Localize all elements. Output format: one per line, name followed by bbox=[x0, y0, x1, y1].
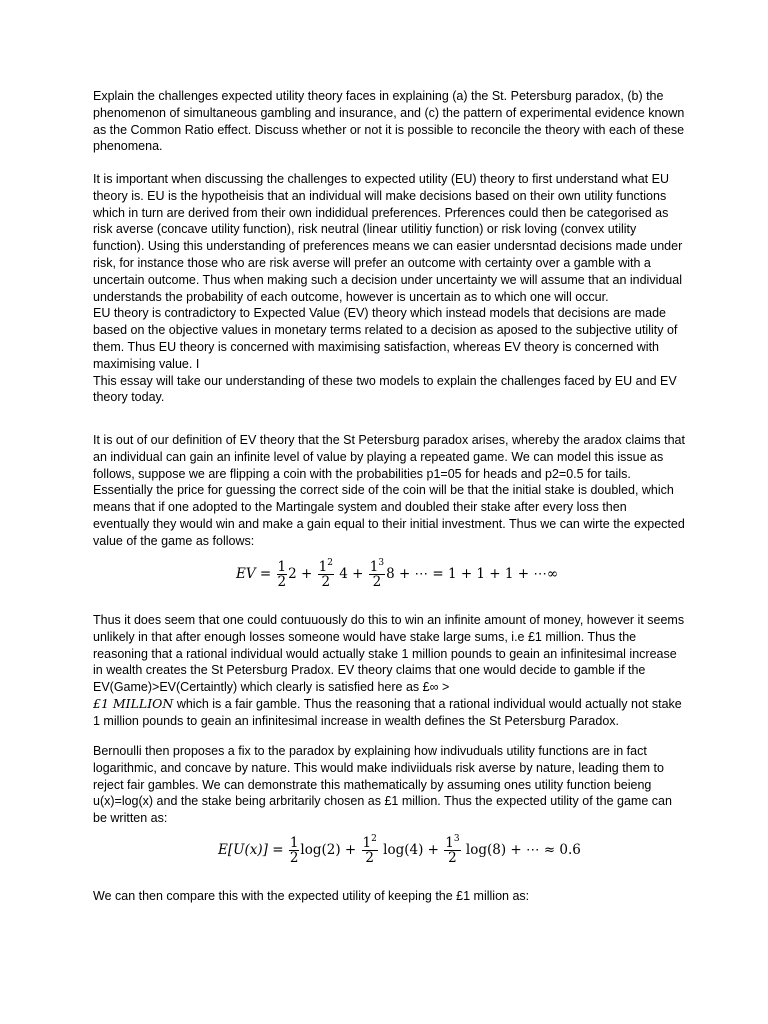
eq1-lhs: EV bbox=[236, 566, 256, 582]
eq1-term-1: 2 + bbox=[288, 566, 313, 582]
comparison-section bbox=[93, 888, 685, 905]
paragraph-eu-definition: It is important when discussing the challenges to expected utility (EU) theory to first understand what EU theory is. EU is the hypotheisis that an individual will make decisions based on their own utility functions which in turn are derived from their own indididual preferences. Prferences could then be categorised as risk averse (concave utility function), risk neutral (linear utilitiy function) or risk loving (convex utility function). Using this understanding of preferences means we can easier undersntad decisions made under risk, for instance those who are risk averse will prefer an outcome with certainty over a gamble with a uncertain outcome. Thus when making such a decision under uncertainty we will assume that an individual understands the probability of each outcome, however is uncertain as to which one will occur. bbox=[93, 172, 683, 304]
eq1-frac-2: $\frac{1^2}{2}$ bbox=[318, 558, 333, 590]
infinite-value-section bbox=[93, 612, 685, 730]
eq2-term-3: log(8) + ⋯ ≈ 0.6 bbox=[465, 842, 581, 858]
eq2-term-2: log(4) + bbox=[383, 842, 439, 858]
question-text: Explain the challenges expected utility theory faces in explaining (a) the St. Petersburg paradox, (b) the phenomenon of simultaneous gambling and insurance, and (c) the pattern of experimental evidence known as the Common Ratio effect. Discuss whether or not it is possible to reconcile the theory with each of these phenomena. bbox=[93, 89, 685, 154]
st-petersburg-section bbox=[93, 432, 685, 550]
eq2-frac-3: $\frac{1^3}{2}$ bbox=[445, 834, 460, 866]
eq1-term-2: 4 + bbox=[339, 566, 364, 582]
eq1-term-3: 8 + ⋯ = 1 + 1 + 1 + ⋯∞ bbox=[386, 566, 559, 582]
paragraph-infinite-2 bbox=[93, 696, 685, 730]
paragraph-st-petersburg: It is out of our definition of EV theory that the St Petersburg paradox arises, whereby the aradox claims that an individual can gain an infinite level of value by playing a repeated game. We can model this issue as follows, suppose we are flipping a coin with the probabilities p1=05 for heads and p2=0.5 for tails. Essentially the price for guessing the correct side of the coin will be that the initial stake is doubled, which means that if one adopted to the Martingale system and doubled their stake after every loss then eventually they would win and make a gain equal to their initial investment. Thus we can wirte the expected value of the game as follows: bbox=[93, 433, 685, 548]
eq2-lhs: E[U(x)] = bbox=[218, 842, 284, 858]
paragraph-essay-aim: This essay will take our understanding of these two models to explain the challenges faced by EU and EV theory today. bbox=[93, 373, 677, 405]
paragraph-bernoulli: Bernoulli then proposes a fix to the paradox by explaining how indivuduals utility functions are in fact logarithmic, and concave by nature. This would make indiviiduals risk averse by nature, leading them to reject fair gambles. We can demonstrate this mathematically by assuming ones utility function beieng u(x)=log(x) and the stake being arbritarily chosen as £1 million. Thus the expected utility of the game can be written as: bbox=[93, 744, 672, 826]
eq1-frac-1: $\frac{1}{2}$ bbox=[277, 559, 287, 590]
eq2-frac-1: $\frac{1}{2}$ bbox=[289, 835, 299, 866]
equation-expected-utility bbox=[218, 836, 581, 865]
paragraph-infinite-2-text: which is a fair gamble. Thus the reasoning that a rational individual would actually not stake 1 million pounds to geain an infinitesimal increase in wealth defines the St Petersburg Paradox. bbox=[93, 696, 682, 728]
intro-section bbox=[93, 171, 685, 406]
eq1-frac-3: $\frac{1^3}{2}$ bbox=[369, 558, 385, 590]
paragraph-ev-contrast: EU theory is contradictory to Expected Value (EV) theory which instead models that decisions are made based on the objective values in monetary terms related to a decision as aposed to the subjective utility of them. Thus EU theory is concerned with maximising satisfaction, whereas EV theory is concerned with maximising value. I bbox=[93, 306, 678, 371]
eq2-term-1: log(2) + bbox=[300, 842, 357, 858]
paragraph-infinite-1: Thus it does seem that one could contuuously do this to win an infinite amount of money, however it seems unlikely in that after enough losses someone would have stake large sums, i.e £1 million. Thus the reasoning that a rational individual would actually stake 1 million pounds to geain an infinitesimal increase in wealth creates the St Petersburg Pradox. EV theory claims that one would decide to gamble if the EV(Game)>EV(Certaintly) which clearly is satisfied here as £∞ > bbox=[93, 613, 685, 695]
inline-math-million: £1 MILLION bbox=[93, 695, 174, 711]
paragraph-compare: We can then compare this with the expected utility of keeping the £1 million as: bbox=[93, 889, 530, 903]
equation-expected-value: EV = $\frac{1}{2}$ 2 + $\frac{1^2}{2}$ 4 + $\frac{1^3}{2}$ 8 + ⋯ = 1 + 1 + 1 + ⋯∞ bbox=[236, 558, 559, 590]
eq2-frac-2: $\frac{1^2}{2}$ bbox=[362, 834, 377, 866]
bernoulli-section bbox=[93, 743, 685, 827]
essay-question bbox=[93, 88, 685, 155]
